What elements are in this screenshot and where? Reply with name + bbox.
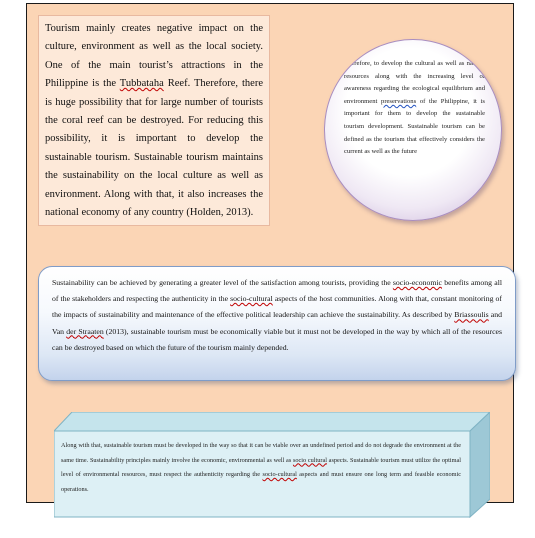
flagged-word-socio-cultural-2: socio-cultural	[262, 471, 297, 479]
flagged-word-preservations: preservations	[381, 97, 417, 105]
rounded-text-part-5: (2013), sustainable tourism must be economically viable but it must not be developed in the way by which all of the resources can be destroyed based on which the future of the tourism mainly depended.	[52, 326, 502, 352]
cube-text	[61, 439, 461, 497]
intro-text-box[interactable]	[38, 15, 270, 226]
rounded-text-part-2: benefits among all of the stakeholders and respecting the authenticity in the	[52, 278, 502, 304]
cube-text-part-3: aspects and must ensure one long term and feasible economic operations.	[61, 471, 461, 493]
circle-text-end: of the Philippine, it is important for them to develop the sustainable tourism development. Sustainable tourism can be defined as the tourism that effectively considers the current as well as the future	[344, 97, 485, 156]
reef-name-misspelled: Tubbataha	[119, 78, 164, 90]
intro-text-end: Reef. Therefore, there is huge possibility that for large number of tourists the coral reef can be destroyed. For reducing this possibility, it is important to develop the sustainable tourism. Sustainable tourism maintains the sustainability on the local culture as well as environment. Along with that, it also increases the national economy of any country (Holden, 2013).	[45, 78, 263, 219]
circle-text-start: Therefore, to develop the cultural as well as natural resources along with the increasing level of awareness regarding the ecological equilibrium and environment	[344, 60, 485, 105]
flagged-word-socio-cultural: socio-cultural	[230, 294, 273, 304]
flagged-word-socio-economic: socio-economic	[392, 278, 442, 287]
circle-text	[344, 58, 485, 159]
flagged-word-socio-cultural-1: socio cultural	[292, 456, 327, 464]
rounded-text-part-4: and Van	[52, 310, 502, 336]
circle-shape[interactable]	[324, 39, 502, 221]
rounded-rectangle-text	[52, 275, 502, 356]
intro-text-start: Tourism mainly creates negative impact on the culture, environment as well as the local society. One of the main tourist’s attractions in the Philippine is the	[45, 23, 263, 90]
rounded-rectangle-shape[interactable]	[38, 266, 516, 381]
cube-side-face	[470, 412, 490, 517]
rounded-text-part-1: Sustainability can be achieved by generating a greater level of the satisfaction among tourists, providing the	[52, 278, 393, 287]
flagged-word-der-straaten: der Straaten	[66, 326, 104, 336]
cube-text-part-2: aspects. Sustainable tourism must utilize the optimal level of environmental resources, must respect the authenticity regarding the	[61, 456, 461, 479]
rounded-text-part-3: aspects of the host communities. Along with that, constant monitoring of the impacts of sustainability and maintenance of the effective political leadership can achieve the sustainability. As described by	[52, 294, 502, 320]
cube-shape[interactable]	[54, 412, 490, 518]
cube-top-face	[54, 412, 490, 431]
flagged-word-briassoulis: Briassoulis	[454, 310, 489, 320]
cube-text-part-1: Along with that, sustainable tourism must be developed in the way so that it can be viable over an undefined period and do not degrade the environment at the same time. Sustainability principles mainly involve the economic, environmental as well as	[61, 442, 461, 464]
